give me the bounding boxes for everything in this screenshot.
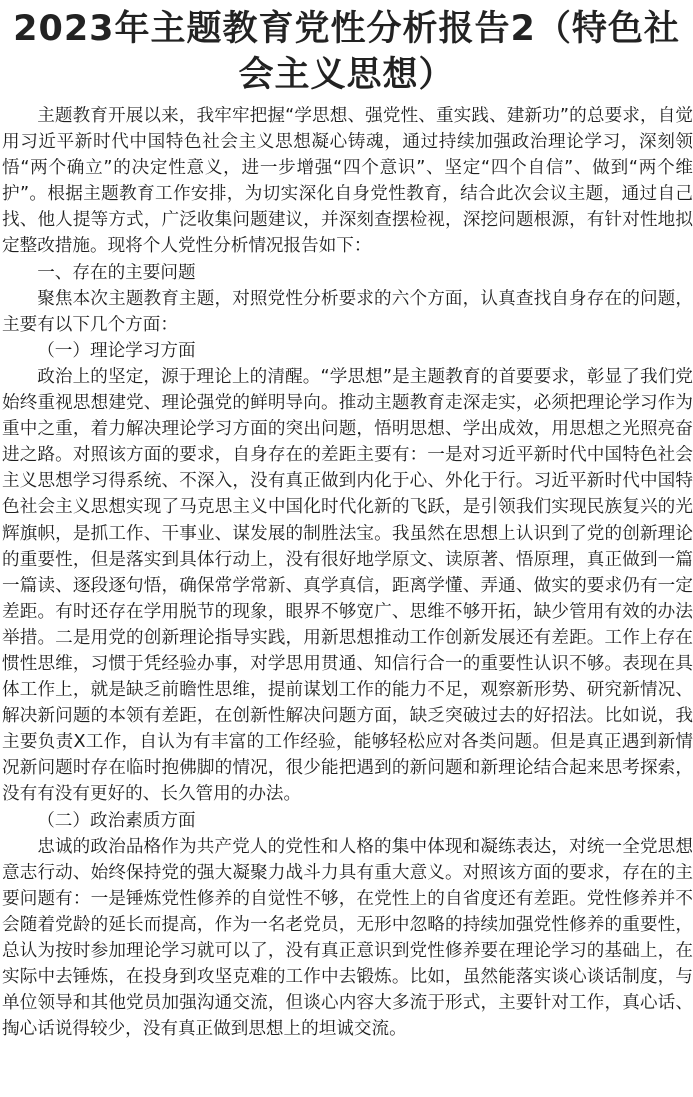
document-title: 2023年主题教育党性分析报告2（特色社会主义思想） — [13, 9, 680, 95]
theory-study-paragraph: 政治上的坚定，源于理论上的清醒。“学思想”是主题教育的首要要求，彰显了我们党始终重视思想建党、理论强党的鲜明导向。推动主题教育走深走实，必须把理论学习作为重中之重，着力解决理论学习方面的突出问题，悟明思想、学出成效，用思想之光照亮奋进之路。对照该方面的要求，自身存在的差距主要有：一是对习近平新时代中国特色社会主义思想学习得系统、不深入，没有真正做到内化于心、外化于行。习近平新时代中国特色社会主义思想实现了马克思主义中国化时代化新的飞跃，是引领我们实现民族复兴的光辉旗帜，是抓工作、干事业、谋发展的制胜法宝。我虽然在思想上认识到了党的创新理论的重要性，但是落实到具体行动上，没有很好地学原文、读原著、悟原理，真正做到一篇一篇读、逐段逐句悟，确保常学常新、真学真信，距离学懂、弄通、做实的要求仍有一定差距。有时还存在学用脱节的现象，眼界不够宽广、思维不够开拓，缺少管用有效的办法举措。二是用党的创新理论指导实践，用新思想推动工作创新发展还有差距。工作上存在惯性思维，习惯于凭经验办事，对学思用贯通、知信行合一的重要性认识不够。表现在具体工作上，就是缺乏前瞻性思维，提前谋划工作的能力不足，观察新形势、研究新情况、解决新问题的本领有差距，在创新性解决问题方面，缺乏突破过去的好招法。比如说，我主要负责X工作，自认为有丰富的工作经验，能够轻松应对各类问题。但是真正遇到新情况新问题时存在临时抱佛脚的情况，很少能把遇到的新问题和新理论结合起来思考探索，没有有没有更好的、长久管用的办法。 — [2, 366, 693, 805]
subsection-heading-theory-study: （一）理论学习方面 — [37, 340, 196, 361]
intro-paragraph: 主题教育开展以来，我牢牢把握“学思想、强党性、重实践、建新功”的总要求，自觉用习近平新时代中国特色社会主义思想凝心铸魂，通过持续加强政治理论学习，深刻领悟“两个确立”的决定性意义，进一步增强“四个意识”、坚定“四个自信”、做到“两个维护”。根据主题教育工作安排，为切实深化自身党性教育，结合此次会议主题，通过自己找、他人提等方式，广泛收集问题建议，并深刻查摆检视，深挖问题根源，有针对性地拟定整改措施。现将个人党性分析情况报告如下： — [2, 106, 693, 257]
political-quality-paragraph: 忠诚的政治品格作为共产党人的党性和人格的集中体现和凝练表达，对统一全党思想意志行动、始终保持党的强大凝聚力战斗力具有重大意义。对照该方面的要求，存在的主要问题有：一是锤炼党性修养的自觉性不够，在党性上的自省度还有差距。党性修养并不会随着党龄的延长而提高，作为一名老党员，无形中忽略的持续加强党性修养的重要性，总认为按时参加理论学习就可以了，没有真正意识到党性修养要在理论学习的基础上，在实际中去锤炼，在投身到攻坚克难的工作中去锻炼。比如，虽然能落实谈心谈话制度，与单位领导和其他党员加强沟通交流，但谈心内容大多流于形式，主要针对工作，真心话、掏心话说得较少，没有真正做到思想上的坦诚交流。 — [2, 836, 693, 1040]
document-body — [0, 103, 693, 1042]
section-heading-main-problems: 一、存在的主要问题 — [37, 262, 196, 283]
subsection-heading-political-quality: （二）政治素质方面 — [37, 810, 196, 831]
problems-intro-paragraph: 聚焦本次主题教育主题，对照党性分析要求的六个方面，认真查找自身存在的问题，主要有以下几个方面： — [2, 288, 693, 335]
